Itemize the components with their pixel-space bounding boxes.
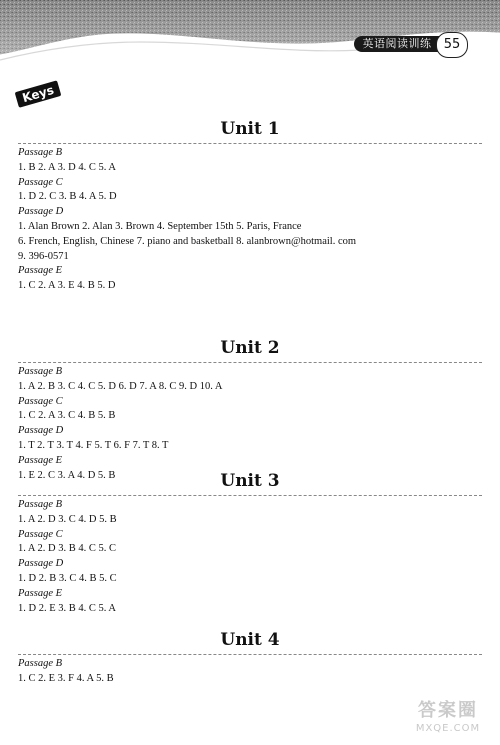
passage-heading: Passage D — [18, 558, 64, 570]
answer-line: 1. A 2. D 3. C 4. D 5. B — [18, 513, 117, 525]
answer-line: 1. B 2. A 3. D 4. C 5. A — [18, 161, 117, 173]
header-wave-graphic — [0, 0, 500, 62]
unit-section-1 — [0, 118, 500, 294]
answer-line: 1. D 2. C 3. B 4. A 5. D — [18, 191, 117, 203]
unit-section-4 — [0, 629, 500, 687]
page-number: 55 — [436, 32, 468, 58]
dashed-divider — [18, 495, 482, 496]
passage-heading: Passage B — [18, 366, 63, 377]
series-label: 英语阅读训练 — [354, 36, 440, 52]
watermark-logo — [402, 700, 494, 742]
answer-line: 1. C 2. E 3. F 4. A 5. B — [18, 672, 114, 684]
answer-line: 1. Alan Brown 2. Alan 3. Brown 4. September 15th 5. Paris, France — [18, 220, 302, 232]
unit-section-2 — [0, 337, 500, 483]
passage-heading: Passage B — [18, 147, 63, 158]
passage-heading: Passage C — [18, 176, 63, 188]
answer-line: 1. C 2. A 3. E 4. B 5. D — [18, 280, 116, 292]
dashed-divider — [18, 362, 482, 363]
passage-heading: Passage E — [18, 587, 63, 599]
answer-line: 1. A 2. D 3. B 4. C 5. C — [18, 543, 117, 555]
header-banner — [0, 0, 500, 62]
answer-line: 6. French, English, Chinese 7. piano and basketball 8. alanbrown@hotmail. com — [18, 235, 357, 247]
unit-title: Unit 2 — [220, 338, 280, 358]
answer-line: 1. C 2. A 3. C 4. B 5. B — [18, 410, 116, 422]
unit-section-3 — [0, 470, 500, 616]
answer-line: 1. D 2. B 3. C 4. B 5. C — [18, 572, 117, 584]
answer-line: 1. A 2. B 3. C 4. C 5. D 6. D 7. A 8. C 9. D 10. A — [18, 380, 223, 392]
passage-heading: Passage E — [18, 265, 63, 277]
passage-heading: Passage B — [18, 499, 63, 510]
unit-title: Unit 1 — [220, 119, 280, 139]
answer-line: 9. 396-0571 — [18, 250, 69, 262]
unit-title: Unit 3 — [220, 471, 280, 491]
watermark-top: 答案圈 — [418, 700, 478, 721]
passage-heading: Passage C — [18, 528, 63, 540]
answer-line: 1. D 2. E 3. B 4. C 5. A — [18, 602, 117, 614]
passage-heading: Passage E — [18, 454, 63, 466]
keys-badge: Keys — [15, 80, 62, 108]
dashed-divider — [18, 654, 482, 655]
passage-heading: Passage D — [18, 425, 64, 437]
answer-line: 1. T 2. T 3. T 4. F 5. T 6. F 7. T 8. T — [18, 439, 169, 451]
unit-title: Unit 4 — [220, 630, 280, 650]
watermark-bottom: MXQE.COM — [415, 723, 481, 734]
passage-heading: Passage B — [18, 658, 63, 669]
passage-heading: Passage D — [18, 206, 64, 218]
answer-line: 1. E 2. C 3. A 4. D 5. B — [18, 469, 116, 481]
dashed-divider — [18, 143, 482, 144]
passage-heading: Passage C — [18, 395, 63, 407]
